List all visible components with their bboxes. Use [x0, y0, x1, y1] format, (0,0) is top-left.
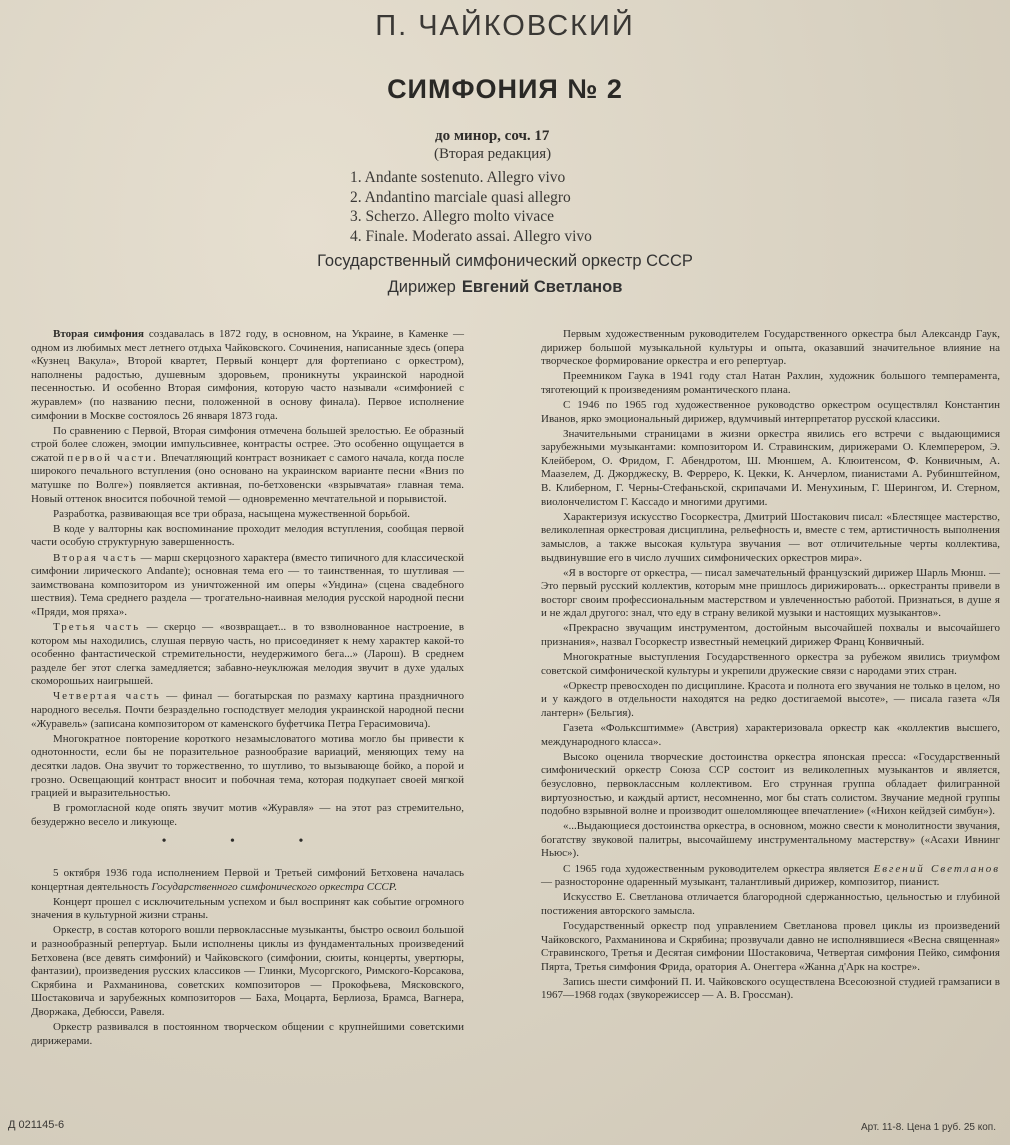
paragraph-text: — скерцо — «возвращает... в то взволнованное настроение, в котором мы находились, слушая первую часть, но присоединяет к нему характер какой-то особенно фантастической стремительности, неудержимого бега...» (Ларош). В среднем разделе бег этот слегка замедляется; забавно-неуклюжая мелодия звучит в духе удалых скоморошьих наигрышей.: [31, 620, 465, 688]
movement-item: 1. Andante sostenuto. Allegro vivo: [350, 169, 566, 186]
conductor-name: Евгений Светланов: [461, 278, 623, 296]
section-divider: • • •: [161, 834, 334, 850]
paragraph: «Я в восторге от оркестра, — писал замечательный французский дирижер Шарль Мюнш. — Это первый русский коллектив, которым мне пришлось дирижировать... оркестранты привели в восторг своим профессиональным мастерством и увлеченностью работой. Признаться, в душе я и не ждал другого: знал, что еду в страну великой музыки и настоящих музыкантов».: [541, 566, 1000, 620]
catalog-number: Д 021145-6: [8, 1119, 65, 1131]
paragraph: Газета «Фолькcштимме» (Австрия) характеризовала оркестр как «коллектив высшего, международного класса».: [541, 722, 1000, 748]
paragraph-text: — марш скерцозного характера (вместо типичного для классической симфонии лирического Andante); основная тема его — то таинственная, то шутливая — заимствована композитором из уничтоженной им оперы «Ундина» (сцена свадебного шествия). Тема среднего раздела — трогательно-наивная мелодия русской народной песни «Пряди, моя пряха».: [31, 551, 465, 618]
paragraph-text: — финал — богатырская по размаху картина праздничного народного веселья. Почти безраздельно господствует мелодия украинской народной песни «Журавель» (записана композитором от каменского буфетчика Петра Герасимовича).: [31, 690, 465, 730]
price-label: Арт. 11-8. Цена 1 руб. 25 коп.: [860, 1122, 996, 1133]
paragraph: Концерт прошел с исключительным успехом и был воспринят как событие огромного значения в культурной жизни страны.: [31, 895, 464, 922]
paragraph: Высоко оценила творческие достоинства оркестра японская пресса: «Государственный симфонический оркестр Союза ССР состоит из великолепных музыкантов и является, безусловно, первоклассным коллективом. Его струнная группа обладает филигранной виртуозностью, и каждый артист, несомненно, мог бы стать солистом. Звучание медной группы подобно взрывной волне и производит ошеломляющее впечатление» («Нихон кейдзей симбун»).: [541, 750, 1000, 818]
movement-item: 3. Scherzo. Allegro molto vivace: [350, 208, 555, 225]
paragraph: [31, 690, 464, 731]
italic-spaced-text: Евгений Светланов: [873, 862, 1000, 875]
movement-item: 2. Andantino marciale quasi allegro: [350, 188, 571, 206]
paragraph: [31, 867, 464, 894]
paragraph: Многократное повторение короткого незамысловатого мотива могло бы привести к однотонности, если бы не поразительное разнообразие вариаций, меняющих тему на десятки ладов. Она звучит то торжественно, то шутливо, то вызывающе бойко, а порой и грозно. Освещающий контраст вносит и побочная тема, которая подкупает своей мягкой грацией и выразительностью.: [31, 732, 464, 800]
paragraph: Разработка, развивающая все три образа, насыщена мужественной борьбой.: [53, 507, 411, 520]
paragraph: «Прекрасно звучащим инструментом, достойным высочайшей похвалы и высочайшего признания», назвал Госоркестр известный немецкий дирижер Франц Конвичный.: [541, 622, 1000, 649]
orchestra-name: Государственный симфонический оркестр СССР: [317, 252, 693, 270]
spaced-text: Вторая часть: [53, 551, 138, 564]
paragraph: [31, 328, 464, 423]
paragraph: Значительными страницами в жизни оркестра явились его встречи с выдающимися зарубежными музыкантами: композитором И. Стравинским, дирижерами О. Клемперером, Э. Клейбером, О. Фридом, Г. Абендротом, Ш. Мюншем, А. Клюитенсом, Ф. Конвичным, А. Маазелем, Д. Джорджеску, В. Ферреро, К. Цекки, К. Анчерлом, пианистами А. Рубинштейном, В. Клиберном, Г. Черны-Стефаньской, скрипачами И. Менухиным, Г. Шерингом, И. Стерном, виолончелистом Г. Кассадо и многими другими.: [541, 427, 1000, 508]
paragraph: Оркестр, в состав которого вошли первоклассные музыканты, быстро освоил большой и разнообразный репертуар. Были исполнены циклы из фундаментальных произведений Бетховена (все девять симфоний) и Чайковского (симфонии, сюиты, концерты, увертюры, фантазии), произведения русских классиков — Глинки, Мусоргского, Римского-Корсакова, Скрябина и Рахманинова, советских композиторов — Прокофьева, Мясковского, Шостаковича и зарубежных композиторов — Баха, Моцарта, Берлиоза, Брамса, Вагнера, Дворжака, Дебюсси, Равеля.: [31, 924, 464, 1018]
paragraph: [541, 863, 1000, 890]
paragraph: [31, 621, 464, 689]
paragraph: [31, 425, 464, 507]
spaced-text: первой части.: [67, 451, 158, 464]
composer-name: П. ЧАЙКОВСКИЙ: [375, 10, 635, 42]
paragraph: В громогласной коде опять звучит мотив «Журавля» — на этот раз стремительно, безудержно весело и ликующе.: [31, 802, 464, 828]
paragraph: В коде у валторны как воспоминание проходит мелодия вступления, сообщая первой части особую структурную завершенность.: [31, 522, 464, 549]
lead-text: Вторая симфония: [53, 328, 144, 340]
key-opus: до минор, соч. 17: [435, 128, 550, 144]
movements-list: [350, 168, 592, 246]
paragraph: «Оркестр превосходен по дисциплине. Красота и полнота его звучания не только в целом, но и у каждого в отдельности находятся на редко достигаемой высоте», — писала газета «Ля лантерн» (Бельгия).: [541, 679, 1000, 720]
paragraph: Многократные выступления Государственного оркестра за рубежом явились триумфом советской симфонической культуры и укрепили дружеские связи с народами этих стран.: [541, 651, 1000, 677]
edition-note: (Вторая редакция): [434, 146, 552, 162]
paragraph-text: — разносторонне одаренный музыкант, талантливый дирижер, композитор, пианист.: [541, 876, 940, 889]
paragraph-text: С 1965 года художественным руководителем оркестра является: [563, 862, 874, 875]
paragraph: Первым художественным руководителем Государственного оркестра был Александр Гаук, дирижер большой музыкальной культуры и опыта, оказавший значительное влияние на творческое формирование оркестра и его репертуар.: [541, 328, 1000, 368]
paragraph: С 1946 по 1965 год художественное руководство оркестром осуществлял Константин Иванов, ярко эмоциональный дирижер, вдумчивый интерпретатор русской классики.: [541, 398, 1000, 425]
paragraph: Государственный оркестр под управлением Светланова провел циклы из произведений Чайковского, Рахманинова и Скрябина; прозвучали давно не исполнявшиеся «Весна священная» Стравинского, Третья и Десятая симфонии Шостаковича, Четвертая симфония Пейко, симфония Пярта, Третья симфония Фрида, оратория А. Онеггера «Жанна д'Арк на костре».: [541, 919, 1000, 973]
paragraph-text: Впечатляющий контраст возникает с самого начала, когда после широкого печального вступления (оно основано на украинском варианте песни «Вниз по матушке по Волге») появляется активная, по-бетховенски «взрывчатая» главная тема. Новый оттенок вносится побочной темой — одновременно мечтательной и порывистой.: [31, 451, 464, 505]
paragraph: Запись шести симфоний П. И. Чайковского осуществлена Всесоюзной студией грамзаписи в 1967—1968 годах (звукорежиссер — А. В. Гроссман).: [541, 975, 1000, 1002]
left-column: [31, 328, 464, 1050]
paragraph: Оркестр развивался в постоянном творческом общении с крупнейшими советскими дирижерами.: [31, 1021, 464, 1047]
symphony-title: СИМФОНИЯ № 2: [387, 74, 623, 104]
paragraph: Искусство Е. Светланова отличается благородной сдержанностью, цельностью и глубиной постижения авторского замысла.: [541, 891, 1000, 917]
paragraph: [31, 552, 464, 620]
spaced-text: Третья часть: [53, 620, 141, 633]
paragraph-text: По сравнению с Первой, Вторая симфония отмечена большей зрелостью. Ее образный строй более сложен, эмоции импульсивнее, контрасты острее. Это особенно ощущается в сжатой: [31, 424, 464, 464]
paragraph: Характеризуя искусство Госоркестра, Дмитрий Шостакович писал: «Блестящее мастерство, великолепная оркестровая дисциплина, рельефность и, вместе с тем, артистичность выполнения замыслов, а также высокая культура звучания — вот отличительные черты коллектива, выдвинувшие его в число лучших симфонических оркестров мира».: [541, 510, 1000, 564]
paragraph-text: 5 октября 1936 года исполнением Первой и Третьей симфоний Бетховена началась концертная деятельность: [31, 866, 464, 893]
conductor-line: [0, 278, 1010, 297]
right-column: [541, 328, 1000, 1005]
spaced-text: Четвертая часть: [53, 690, 161, 703]
movement-item: 4. Finale. Moderato assai. Allegro vivo: [350, 227, 592, 245]
paragraph-text: создавалась в 1872 году, в основном, на Украине, в Каменке — одном из любимых мест летнего отдыха Чайковского. Сочинения, написанные здесь (опера «Кузнец Вакула», Второй квартет, Первый концерт для фортепиано с оркестром), наполнены радостью, душевным здоровьем, проникнуты украинской народной песенностью. И особенно Вторая симфония, которую часто называли «симфонией с журавлем» (по названию песни, положенной в основу финала). Первое исполнение симфонии в Москве состоялось 26 января 1873 года.: [31, 328, 464, 422]
conductor-label: Дирижер: [387, 278, 456, 296]
paragraph: Преемником Гаука в 1941 году стал Натан Рахлин, художник большого темперамента, тяготеющий к произведениям романтического плана.: [541, 370, 1000, 396]
paragraph: «...Выдающиеся достоинства оркестра, в основном, можно свести к монолитности звучания, богатству звуковой палитры, высочайшему инструментальному мастерству» («Асахи Ивнинг Ньюс»).: [541, 820, 1000, 860]
italic-text: Государственного симфонического оркестра СССР.: [151, 880, 398, 893]
